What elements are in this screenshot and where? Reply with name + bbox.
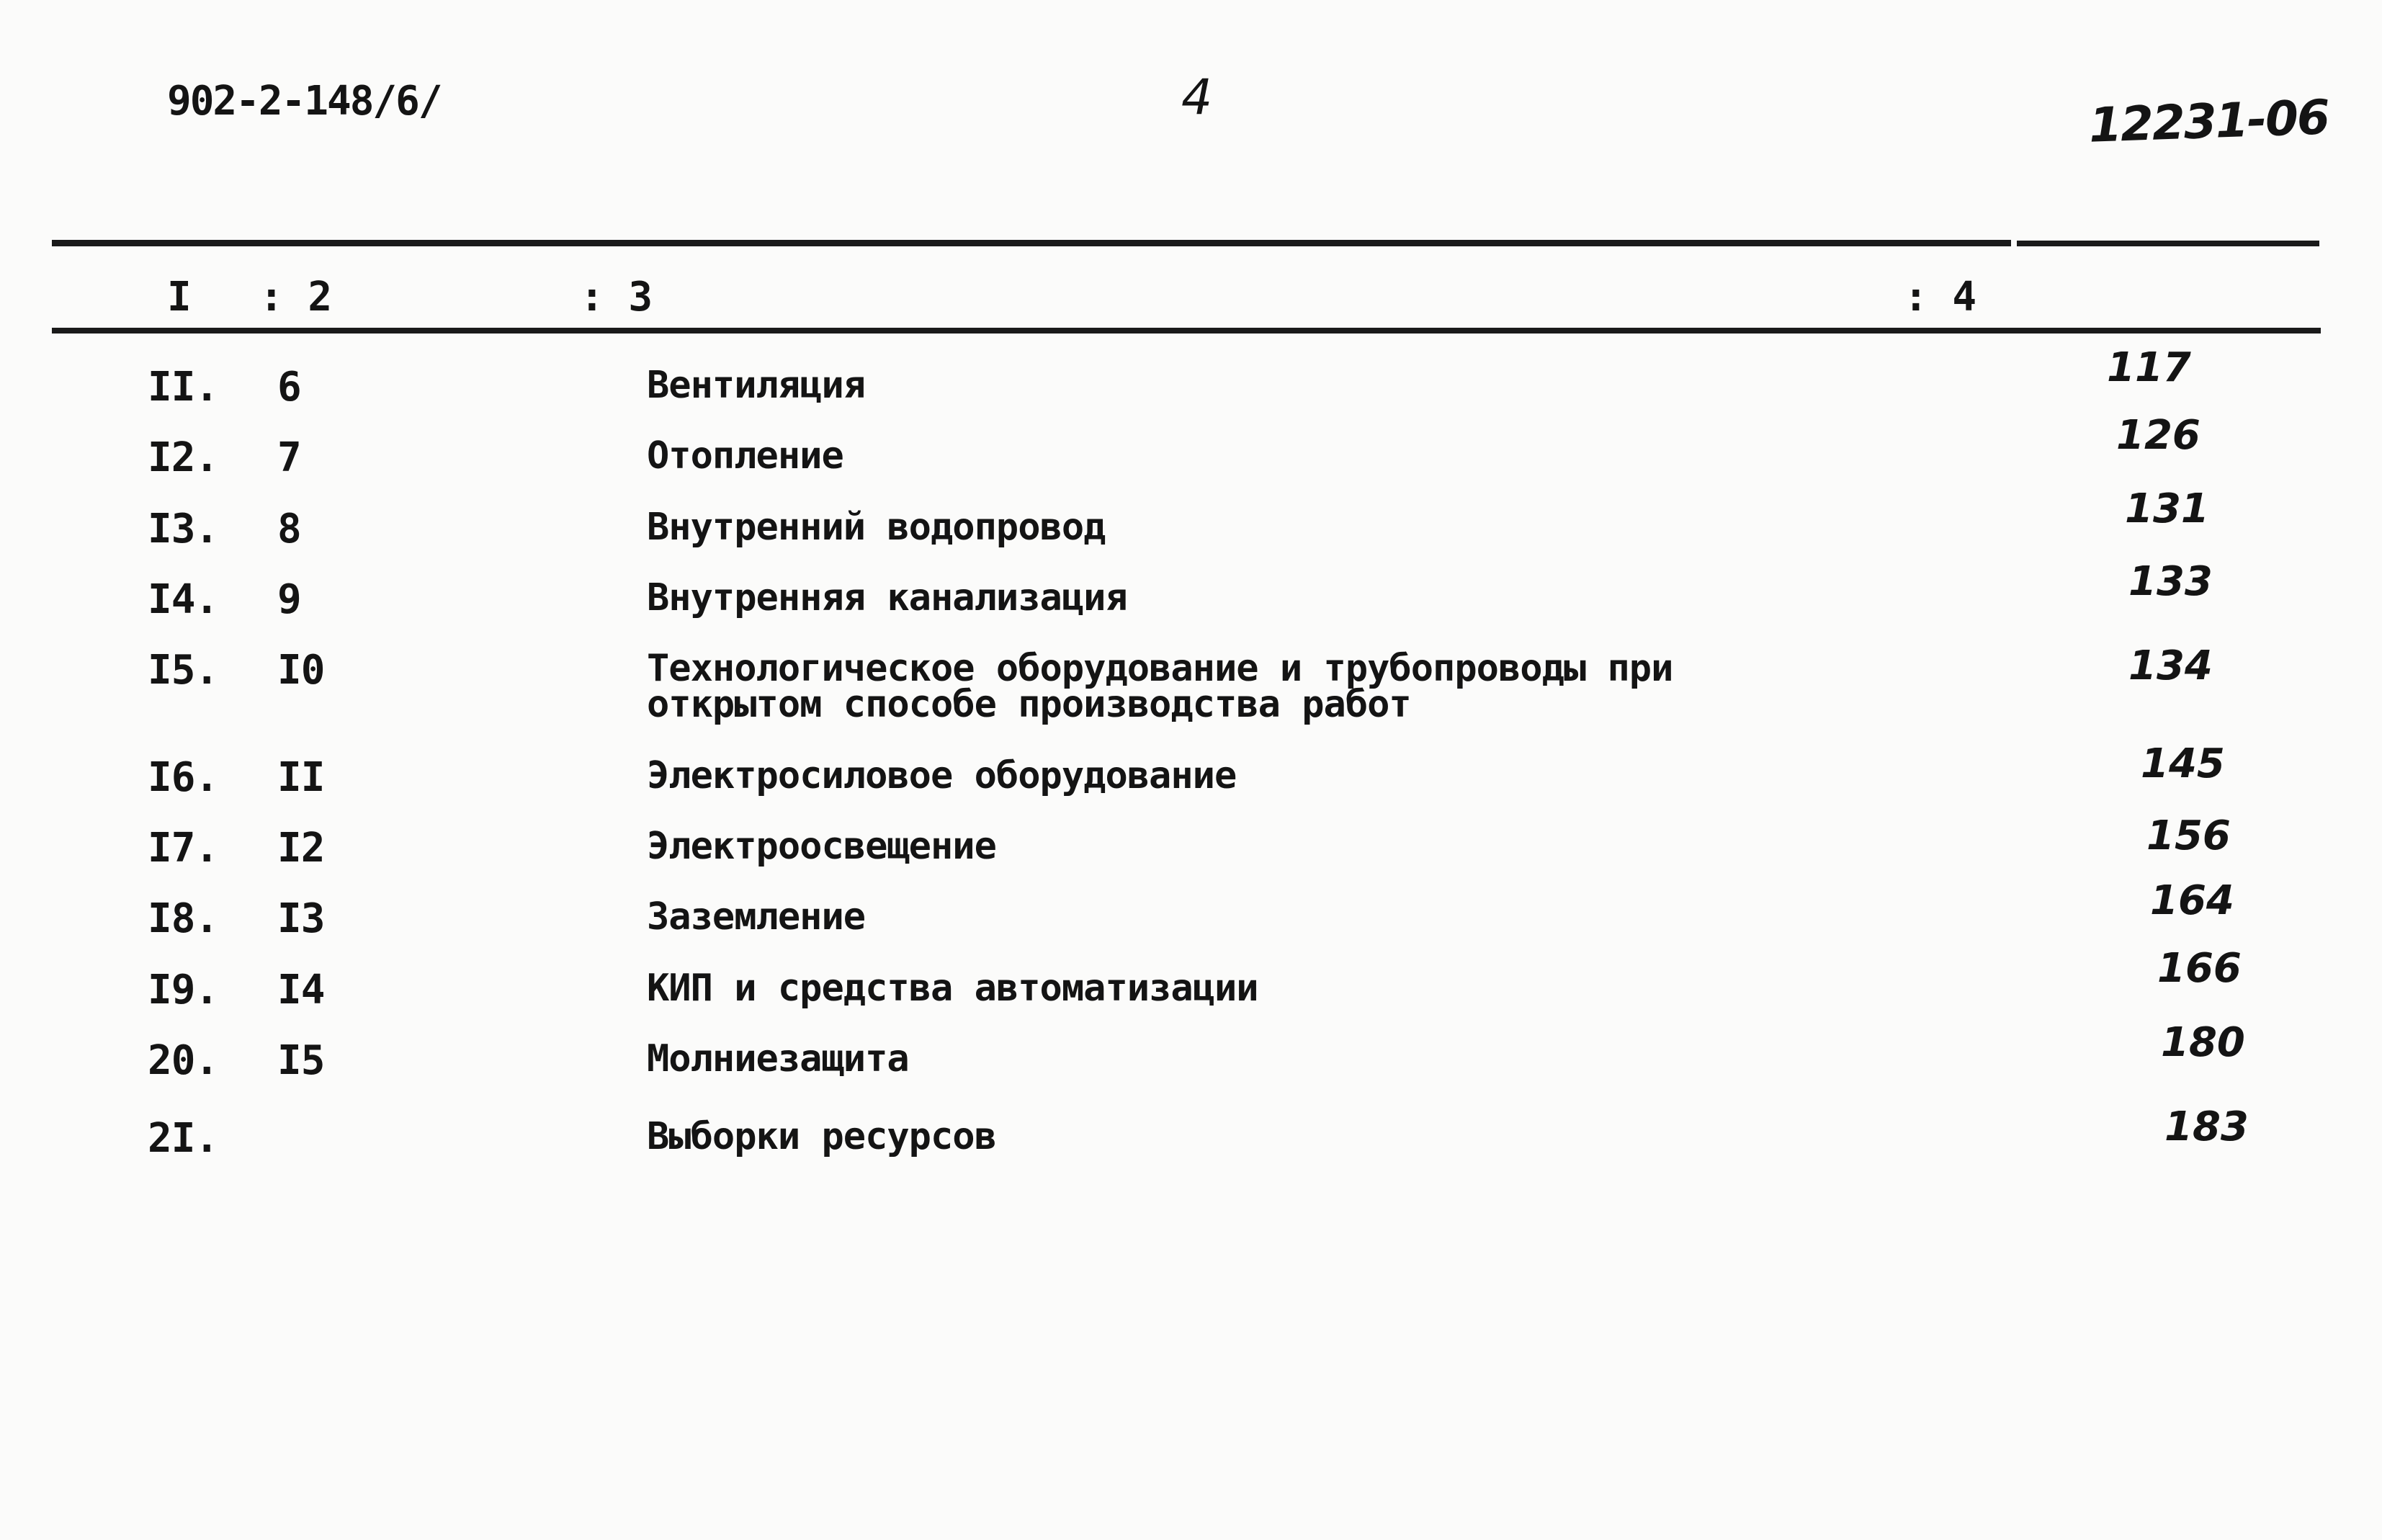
row-title: Молниезащита xyxy=(647,1037,909,1080)
row-page: 126 xyxy=(2116,412,2200,459)
row-section: I0 xyxy=(277,647,325,694)
row-section: 6 xyxy=(277,364,301,411)
row-page: 131 xyxy=(2125,485,2209,532)
row-page: 133 xyxy=(2128,558,2213,605)
table-top-rule-right xyxy=(2017,241,2319,246)
row-page: 117 xyxy=(2107,344,2191,391)
table-header-rule xyxy=(52,328,2321,333)
row-page: 183 xyxy=(2164,1103,2249,1150)
row-section: I4 xyxy=(277,967,325,1013)
row-section: I3 xyxy=(277,895,325,942)
row-number: I8. xyxy=(148,895,219,942)
row-number: I2. xyxy=(148,434,219,481)
row-title-continuation: открытом способе производства работ xyxy=(647,683,1411,726)
row-number: 20. xyxy=(148,1037,219,1084)
row-number: I5. xyxy=(148,647,219,694)
row-page: 164 xyxy=(2150,877,2234,924)
archive-number: 12231-06 xyxy=(2087,89,2330,153)
column-header-3: : 3 xyxy=(580,274,653,321)
row-page: 180 xyxy=(2161,1019,2245,1066)
row-page: 134 xyxy=(2128,643,2213,689)
column-header-1: I xyxy=(167,274,192,321)
row-section: 7 xyxy=(277,434,301,481)
row-title: Внутренний водопровод xyxy=(647,506,1106,549)
table-top-rule xyxy=(52,240,2011,246)
row-number: II. xyxy=(148,364,219,411)
row-title: Выборки ресурсов xyxy=(647,1115,996,1158)
row-section: II xyxy=(277,754,325,801)
document-code: 902-2-148/6/ xyxy=(167,78,442,125)
row-title: Вентиляция xyxy=(647,364,866,407)
row-number: 2I. xyxy=(148,1115,219,1162)
row-section: I2 xyxy=(277,825,325,872)
row-title: Электросиловое оборудование xyxy=(647,754,1237,797)
row-page: 166 xyxy=(2157,945,2242,992)
row-number: I9. xyxy=(148,967,219,1013)
row-title: Внутренняя канализация xyxy=(647,576,1127,619)
row-page: 145 xyxy=(2141,740,2225,787)
row-section: I5 xyxy=(277,1037,325,1084)
column-header-2: : 2 xyxy=(259,274,333,321)
column-header-4: : 4 xyxy=(1904,274,1977,321)
row-number: I3. xyxy=(148,506,219,552)
page-number: 4 xyxy=(1181,69,1213,126)
row-section: 9 xyxy=(277,576,301,623)
row-title: КИП и средства автоматизации xyxy=(647,967,1258,1010)
row-number: I7. xyxy=(148,825,219,872)
row-number: I4. xyxy=(148,576,219,623)
row-page: 156 xyxy=(2146,812,2231,859)
row-title: Отопление xyxy=(647,434,843,478)
row-title: Электроосвещение xyxy=(647,825,996,868)
row-number: I6. xyxy=(148,754,219,801)
row-title: Технологическое оборудование и трубопроводы при xyxy=(647,647,1673,690)
row-section: 8 xyxy=(277,506,301,552)
row-title: Заземление xyxy=(647,895,866,939)
